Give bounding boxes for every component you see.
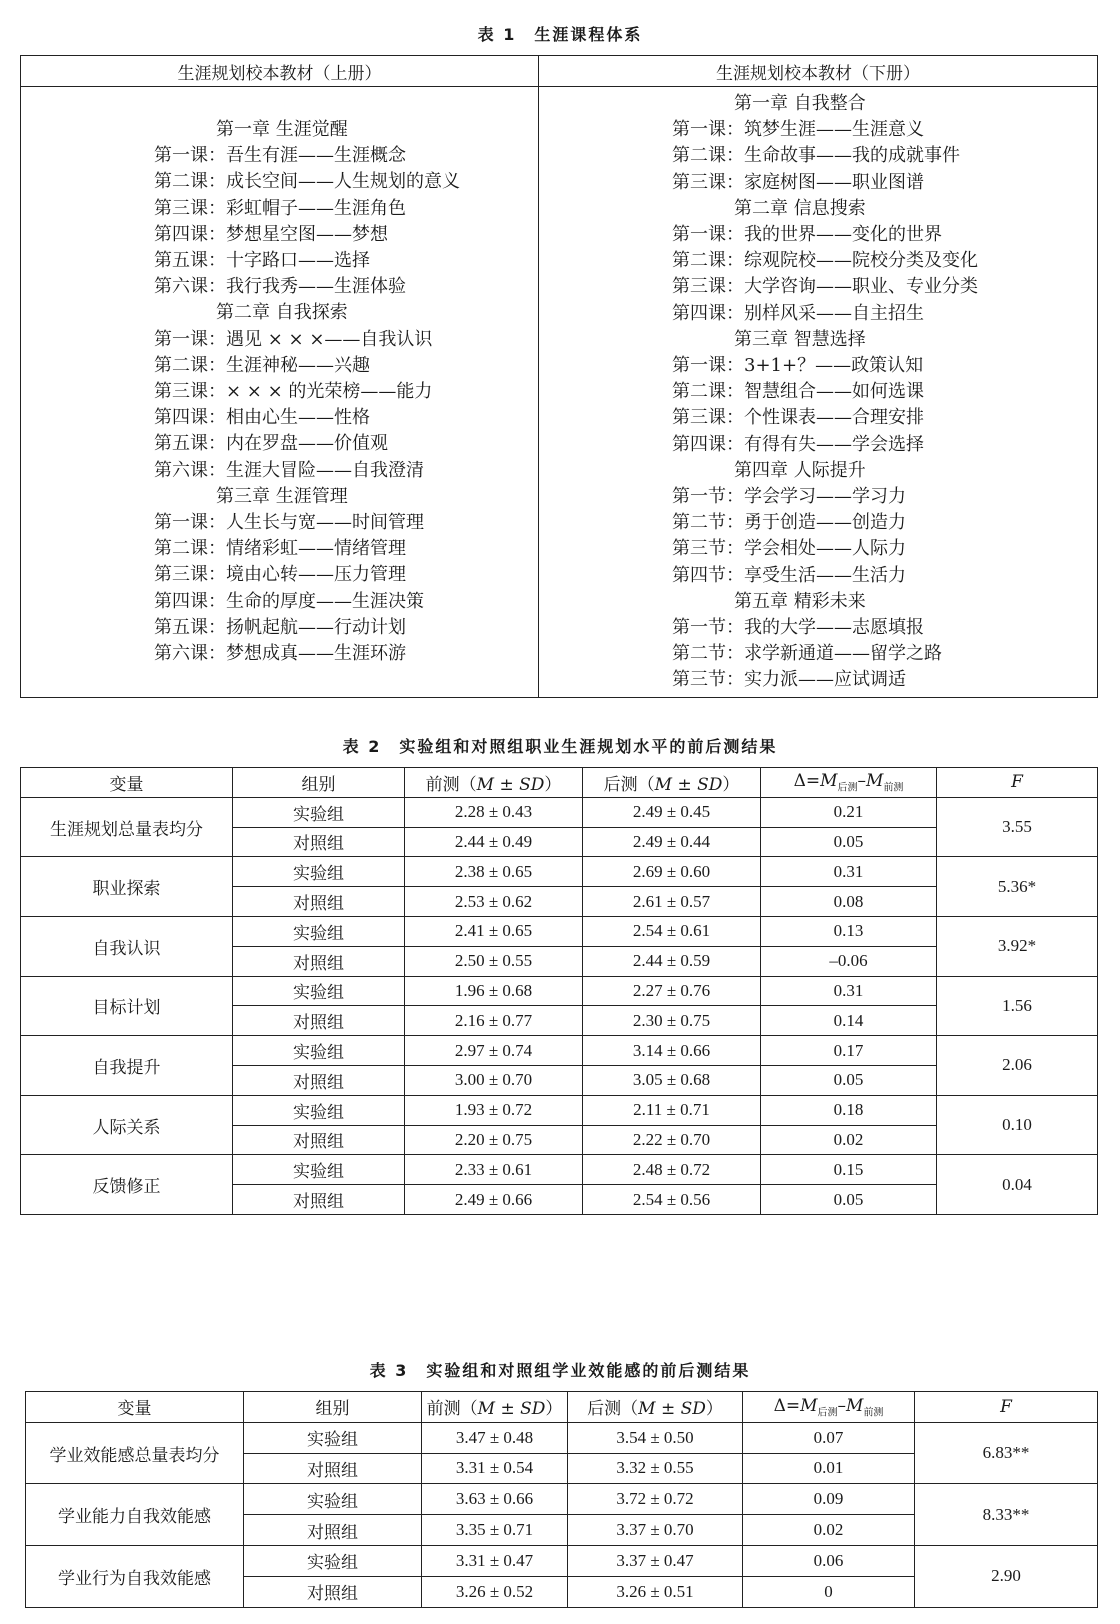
- posttest-cell: 3.37 ± 0.70: [568, 1515, 743, 1546]
- delta-cell: 0.05: [761, 827, 937, 857]
- delta-cell: 0: [743, 1576, 915, 1607]
- table1-header-left: 生涯规划校本教材（上册）: [21, 56, 539, 87]
- lesson-item: 第五课：十字路口——选择: [154, 250, 370, 272]
- col-header-pretest: 前测（M ± SD）: [422, 1392, 568, 1423]
- pretest-cell: 3.47 ± 0.48: [422, 1422, 568, 1453]
- lesson-item: 第四课：生命的厚度——生涯决策: [154, 590, 424, 612]
- group-cell: 实验组: [233, 916, 405, 946]
- pretest-cell: 3.63 ± 0.66: [422, 1484, 568, 1515]
- delta-cell: 0.13: [761, 916, 937, 946]
- table-row: [21, 1095, 1098, 1125]
- col-header-group: 组别: [244, 1392, 422, 1423]
- lesson-item: 第四课：别样风采——自主招生: [672, 302, 924, 324]
- posttest-cell: 2.11 ± 0.71: [583, 1095, 761, 1125]
- col-header-delta: $\Delta=M_{后测}-M_{前测}$: [743, 1392, 915, 1423]
- group-cell: 对照组: [244, 1515, 422, 1546]
- table-row: [26, 1422, 1098, 1453]
- f-value-cell: 2.90: [915, 1545, 1098, 1607]
- delta-cell: 0.18: [761, 1095, 937, 1125]
- table3-header-row: [26, 1392, 1098, 1423]
- group-cell: 对照组: [233, 827, 405, 857]
- lesson-item: 第四课：相由心生——性格: [154, 407, 370, 429]
- delta-cell: –0.06: [761, 946, 937, 976]
- table-row: [21, 1036, 1098, 1066]
- posttest-cell: 2.54 ± 0.56: [583, 1185, 761, 1215]
- pretest-cell: 3.31 ± 0.47: [422, 1545, 568, 1576]
- delta-cell: 0.01: [743, 1453, 915, 1484]
- lesson-item: 第一节：我的大学——志愿填报: [672, 617, 924, 639]
- col-header-f: F: [915, 1392, 1098, 1423]
- group-cell: 实验组: [233, 976, 405, 1006]
- pretest-cell: 2.28 ± 0.43: [405, 797, 583, 827]
- lesson-item: 第三课：彩虹帽子——生涯角色: [154, 197, 406, 219]
- pretest-cell: 2.44 ± 0.49: [405, 827, 583, 857]
- pretest-cell: 3.26 ± 0.52: [422, 1576, 568, 1607]
- group-cell: 对照组: [233, 946, 405, 976]
- pretest-cell: 2.20 ± 0.75: [405, 1125, 583, 1155]
- chapter-title: 第一章 自我整合: [734, 93, 866, 114]
- f-value-cell: 6.83**: [915, 1422, 1098, 1484]
- f-value-cell: 0.04: [937, 1155, 1098, 1215]
- col-header-posttest: 后测（M ± SD）: [583, 768, 761, 798]
- table2: [20, 767, 1098, 1215]
- chapter-title: 第三章 智慧选择: [734, 328, 866, 350]
- delta-cell: 0.05: [761, 1185, 937, 1215]
- delta-cell: 0.02: [761, 1125, 937, 1155]
- variable-name-cell: 反馈修正: [21, 1155, 233, 1215]
- col-header-group: 组别: [233, 768, 405, 798]
- posttest-cell: 3.05 ± 0.68: [583, 1065, 761, 1095]
- chapter-title: 第三章 生涯管理: [216, 485, 348, 507]
- pretest-cell: 2.97 ± 0.74: [405, 1036, 583, 1066]
- lesson-item: 第二节：求学新通道——留学之路: [672, 643, 942, 665]
- posttest-cell: 3.54 ± 0.50: [568, 1422, 743, 1453]
- posttest-cell: 2.48 ± 0.72: [583, 1155, 761, 1185]
- chapter-title: 第一章 生涯觉醒: [216, 119, 348, 140]
- table3: [25, 1391, 1098, 1608]
- group-cell: 对照组: [244, 1576, 422, 1607]
- pretest-cell: 2.38 ± 0.65: [405, 857, 583, 887]
- table2-caption: 表 2 实验组和对照组职业生涯规划水平的前后测结果: [342, 737, 778, 756]
- posttest-cell: 2.27 ± 0.76: [583, 976, 761, 1006]
- variable-name-cell: 学业效能感总量表均分: [26, 1422, 244, 1484]
- lesson-item: 第五课：内在罗盘——价值观: [154, 433, 388, 455]
- group-cell: 实验组: [233, 797, 405, 827]
- delta-cell: 0.09: [743, 1484, 915, 1515]
- col-header-posttest: 后测（M ± SD）: [568, 1392, 743, 1423]
- group-cell: 对照组: [233, 1125, 405, 1155]
- col-header-variable: 变量: [21, 768, 233, 798]
- lesson-item: 第六课：我行我秀——生涯体验: [154, 276, 406, 298]
- chapter-title: 第二章 信息搜索: [734, 197, 866, 219]
- table1-right-list: [539, 87, 1098, 698]
- table-row: [21, 976, 1098, 1006]
- group-cell: 实验组: [233, 1095, 405, 1125]
- lesson-item: 第一课：3+1+？——政策认知: [672, 355, 924, 377]
- delta-cell: 0.17: [761, 1036, 937, 1066]
- lesson-item: 第四课：有得有失——学会选择: [672, 433, 924, 455]
- pretest-cell: 2.16 ± 0.77: [405, 1006, 583, 1036]
- posttest-cell: 3.26 ± 0.51: [568, 1576, 743, 1607]
- variable-name-cell: 自我提升: [21, 1036, 233, 1096]
- delta-cell: 0.31: [761, 976, 937, 1006]
- table1: [20, 55, 1098, 698]
- col-header-f: F: [937, 768, 1098, 798]
- posttest-cell: 2.49 ± 0.45: [583, 797, 761, 827]
- variable-name-cell: 学业行为自我效能感: [26, 1545, 244, 1607]
- delta-cell: 0.15: [761, 1155, 937, 1185]
- posttest-cell: 3.32 ± 0.55: [568, 1453, 743, 1484]
- pretest-cell: 2.50 ± 0.55: [405, 946, 583, 976]
- group-cell: 实验组: [244, 1422, 422, 1453]
- posttest-cell: 2.44 ± 0.59: [583, 946, 761, 976]
- lesson-item: 第二课：智慧组合——如何选课: [672, 381, 924, 403]
- delta-cell: 0.08: [761, 887, 937, 917]
- group-cell: 实验组: [244, 1484, 422, 1515]
- lesson-item: 第一课：遇见 × × ×——自我认识: [154, 328, 433, 350]
- group-cell: 实验组: [233, 1036, 405, 1066]
- posttest-cell: 3.14 ± 0.66: [583, 1036, 761, 1066]
- posttest-cell: 3.37 ± 0.47: [568, 1545, 743, 1576]
- lesson-item: 第五课：扬帆起航——行动计划: [154, 616, 406, 638]
- lesson-item: 第六课：生涯大冒险——自我澄清: [154, 459, 424, 481]
- posttest-cell: 2.69 ± 0.60: [583, 857, 761, 887]
- delta-cell: 0.31: [761, 857, 937, 887]
- lesson-item: 第二课：成长空间——人生规划的意义: [154, 171, 460, 193]
- pretest-cell: 2.53 ± 0.62: [405, 887, 583, 917]
- delta-cell: 0.06: [743, 1545, 915, 1576]
- table-row: [21, 916, 1098, 946]
- table3-caption: 表 3 实验组和对照组学业效能感的前后测结果: [369, 1361, 751, 1380]
- lesson-item: 第三课：个性课表——合理安排: [672, 407, 924, 429]
- variable-name-cell: 职业探索: [21, 857, 233, 917]
- variable-name-cell: 生涯规划总量表均分: [21, 797, 233, 857]
- lesson-item: 第四节：享受生活——生活力: [672, 564, 906, 586]
- lesson-item: 第三课：× × × 的光荣榜——能力: [154, 381, 433, 403]
- lesson-item: 第一课：吾生有涯——生涯概念: [154, 145, 406, 167]
- delta-cell: 0.07: [743, 1422, 915, 1453]
- col-header-delta: $\Delta=M_{后测}-M_{前测}$: [761, 768, 937, 798]
- variable-name-cell: 目标计划: [21, 976, 233, 1036]
- group-cell: 对照组: [233, 1065, 405, 1095]
- chapter-title: 第二章 自我探索: [216, 302, 348, 324]
- chapter-title: 第五章 精彩未来: [734, 590, 866, 612]
- lesson-item: 第一课：我的世界——变化的世界: [672, 224, 942, 246]
- lesson-item: 第一课：筑梦生涯——生涯意义: [672, 119, 924, 141]
- lesson-item: 第三课：境由心转——压力管理: [154, 564, 406, 586]
- variable-name-cell: 自我认识: [21, 916, 233, 976]
- group-cell: 对照组: [233, 1185, 405, 1215]
- posttest-cell: 3.72 ± 0.72: [568, 1484, 743, 1515]
- variable-name-cell: 学业能力自我效能感: [26, 1484, 244, 1546]
- lesson-item: 第四课：梦想星空图——梦想: [154, 223, 388, 245]
- pretest-cell: 3.00 ± 0.70: [405, 1065, 583, 1095]
- group-cell: 实验组: [233, 857, 405, 887]
- f-value-cell: 5.36*: [937, 857, 1098, 917]
- lesson-item: 第二节：勇于创造——创造力: [672, 512, 906, 534]
- delta-cell: 0.02: [743, 1515, 915, 1546]
- table1-caption: 表 1 生涯课程体系: [477, 25, 643, 44]
- posttest-cell: 2.49 ± 0.44: [583, 827, 761, 857]
- col-header-pretest: 前测（M ± SD）: [405, 768, 583, 798]
- delta-cell: 0.05: [761, 1065, 937, 1095]
- f-value-cell: 3.55: [937, 797, 1098, 857]
- variable-name-cell: 人际关系: [21, 1095, 233, 1155]
- lesson-item: 第六课：梦想成真——生涯环游: [154, 643, 406, 665]
- posttest-cell: 2.30 ± 0.75: [583, 1006, 761, 1036]
- lesson-item: 第一课：人生长与宽——时间管理: [154, 512, 424, 534]
- table1-header-right: 生涯规划校本教材（下册）: [539, 56, 1098, 87]
- table-row: [21, 857, 1098, 887]
- group-cell: 对照组: [233, 887, 405, 917]
- posttest-cell: 2.54 ± 0.61: [583, 916, 761, 946]
- table-row: [21, 797, 1098, 827]
- f-value-cell: 2.06: [937, 1036, 1098, 1096]
- pretest-cell: 1.96 ± 0.68: [405, 976, 583, 1006]
- delta-cell: 0.21: [761, 797, 937, 827]
- lesson-item: 第三节：学会相处——人际力: [672, 538, 906, 560]
- posttest-cell: 2.61 ± 0.57: [583, 887, 761, 917]
- pretest-cell: 2.49 ± 0.66: [405, 1185, 583, 1215]
- f-value-cell: 3.92*: [937, 916, 1098, 976]
- table-row: [26, 1484, 1098, 1515]
- posttest-cell: 2.22 ± 0.70: [583, 1125, 761, 1155]
- lesson-item: 第三节：实力派——应试调适: [672, 669, 906, 691]
- pretest-cell: 1.93 ± 0.72: [405, 1095, 583, 1125]
- lesson-item: 第二课：生涯神秘——兴趣: [154, 354, 370, 376]
- table2-header-row: [21, 768, 1098, 798]
- pretest-cell: 2.33 ± 0.61: [405, 1155, 583, 1185]
- pretest-cell: 3.35 ± 0.71: [422, 1515, 568, 1546]
- table-row: [21, 1155, 1098, 1185]
- chapter-title: 第四章 人际提升: [734, 459, 866, 481]
- f-value-cell: 8.33**: [915, 1484, 1098, 1546]
- group-cell: 实验组: [244, 1545, 422, 1576]
- lesson-item: 第二课：生命故事——我的成就事件: [672, 145, 960, 167]
- lesson-item: 第二课：情绪彩虹——情绪管理: [154, 538, 406, 560]
- col-header-variable: 变量: [26, 1392, 244, 1423]
- f-value-cell: 1.56: [937, 976, 1098, 1036]
- lesson-item: 第三课：大学咨询——职业、专业分类: [672, 276, 978, 298]
- table1-left-list: [21, 87, 539, 698]
- pretest-cell: 3.31 ± 0.54: [422, 1453, 568, 1484]
- group-cell: 对照组: [233, 1006, 405, 1036]
- lesson-item: 第二课：综观院校——院校分类及变化: [672, 250, 978, 272]
- lesson-item: 第三课：家庭树图——职业图谱: [672, 171, 924, 193]
- lesson-item: 第一节：学会学习——学习力: [672, 486, 906, 508]
- f-value-cell: 0.10: [937, 1095, 1098, 1155]
- delta-cell: 0.14: [761, 1006, 937, 1036]
- group-cell: 实验组: [233, 1155, 405, 1185]
- group-cell: 对照组: [244, 1453, 422, 1484]
- table-row: [26, 1545, 1098, 1576]
- pretest-cell: 2.41 ± 0.65: [405, 916, 583, 946]
